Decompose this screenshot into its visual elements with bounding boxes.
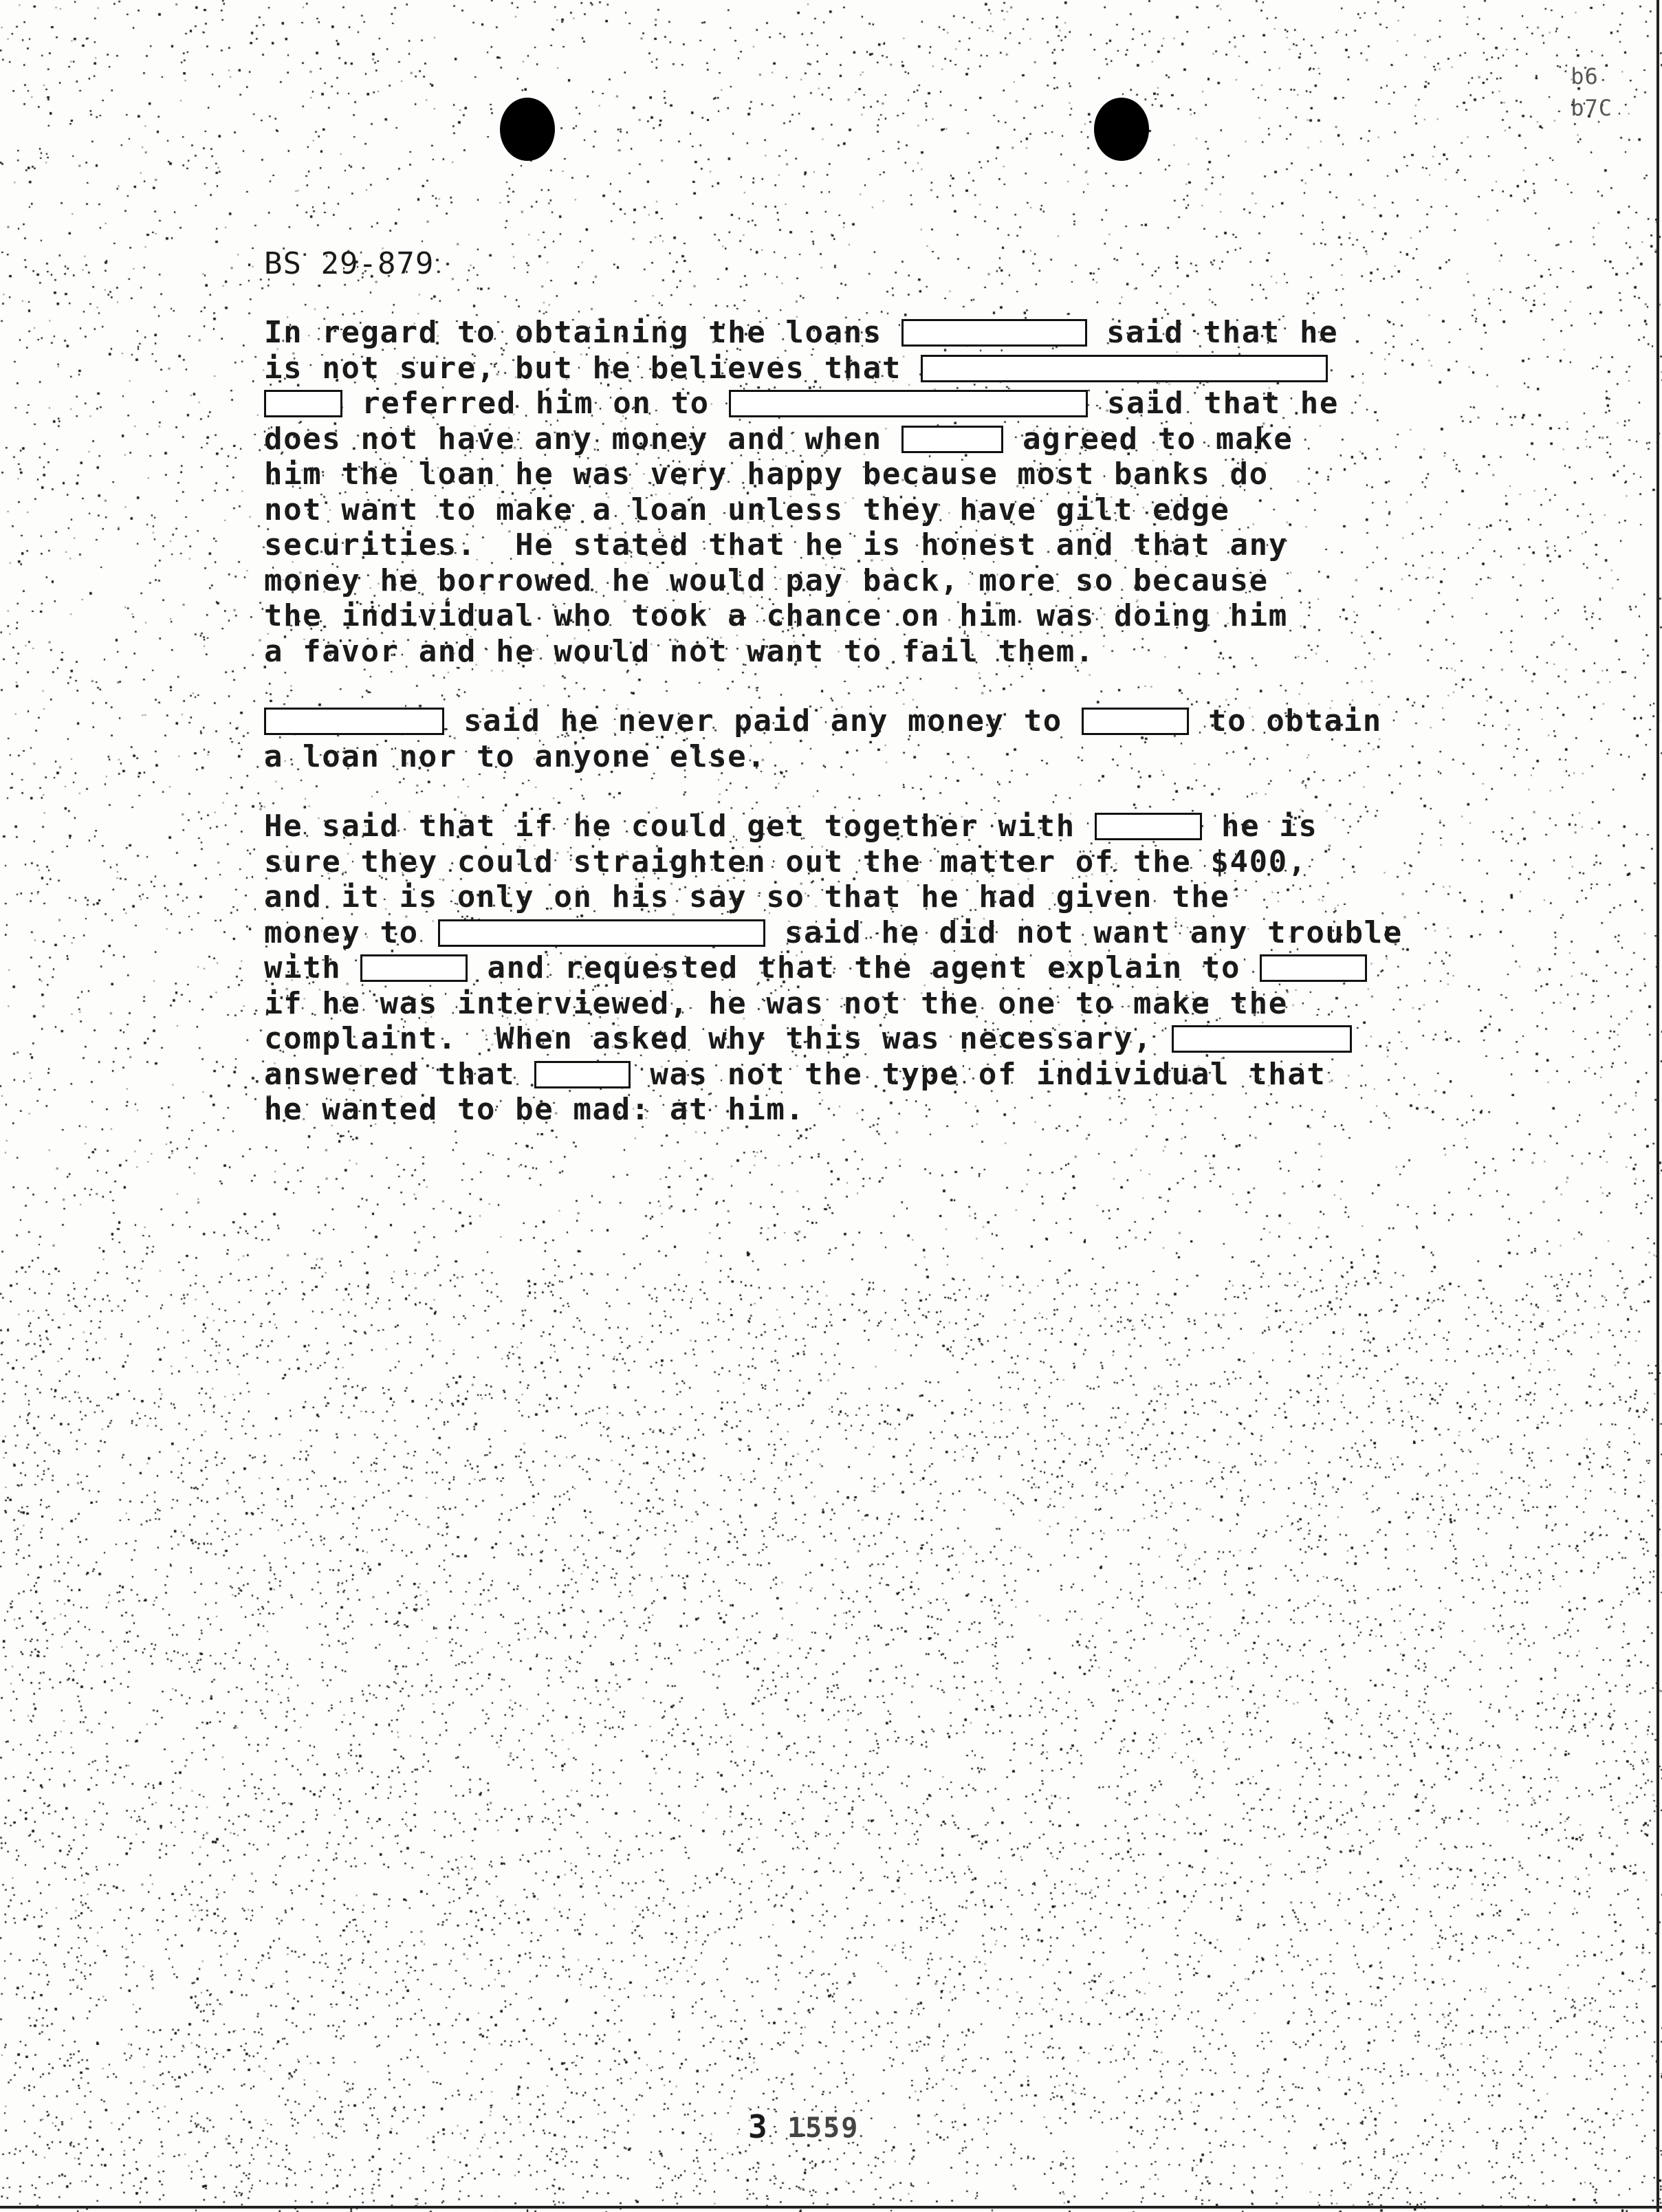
text-segment: if he was interviewed, he was not the one to make the: [264, 985, 1288, 1021]
text-segment: him the loan he was very happy because most banks do: [264, 457, 1269, 492]
text-line: [264, 915, 1447, 951]
text-segment: he is: [1201, 809, 1318, 844]
text-segment: said that he: [1086, 315, 1339, 350]
text-line: [264, 1021, 1447, 1057]
page-number: 3: [748, 2108, 767, 2145]
redaction-box: [360, 954, 468, 982]
text-line: [264, 634, 1447, 670]
text-line: [264, 457, 1447, 492]
exemption-code-b6: b6: [1571, 63, 1599, 89]
redaction-box: [264, 708, 444, 735]
text-segment: a loan nor to anyone else.: [264, 738, 767, 774]
paragraph: [264, 703, 1447, 774]
document-body: [264, 315, 1447, 1162]
text-segment: said he never paid any money to: [444, 703, 1082, 738]
text-line: [264, 739, 1447, 775]
text-segment: agreed to make: [1003, 421, 1293, 457]
text-segment: to obtain: [1188, 703, 1382, 738]
redaction-box: [901, 426, 1003, 453]
text-segment: money to: [264, 915, 438, 950]
text-line: [264, 986, 1447, 1022]
text-line: [264, 950, 1447, 986]
text-segment: is not sure, but he believes that: [264, 350, 921, 386]
redaction-box: [264, 390, 342, 417]
text-segment: not want to make a loan unless they have gilt edge: [264, 492, 1230, 527]
redaction-box: [534, 1061, 631, 1088]
text-line: [264, 492, 1447, 528]
paragraph: [264, 315, 1447, 669]
redaction-box: [438, 919, 765, 947]
text-segment: was not the type of individual that: [631, 1056, 1326, 1092]
text-segment: money he borrowed he would pay back, more so because: [264, 562, 1269, 598]
redaction-box: [901, 319, 1087, 347]
punch-hole-left: [500, 98, 555, 161]
text-line: [264, 598, 1447, 634]
text-line: [264, 315, 1447, 351]
text-segment: and requested that the agent explain to: [468, 950, 1260, 985]
text-segment: referred him on to: [342, 386, 729, 421]
text-segment: In regard to obtaining the loans: [264, 315, 901, 350]
redaction-box: [1095, 813, 1202, 840]
text-line: [264, 703, 1447, 739]
text-line: [264, 879, 1447, 915]
text-segment: he wanted to be mad: at him.: [264, 1092, 805, 1127]
redaction-box: [729, 390, 1088, 417]
text-segment: with: [264, 950, 361, 985]
redaction-box: [1082, 708, 1189, 735]
text-segment: complaint. When asked why this was necessary,: [264, 1021, 1172, 1056]
text-segment: securities. He stated that he is honest and that any: [264, 527, 1288, 562]
text-line: [264, 563, 1447, 599]
text-line: [264, 1057, 1447, 1093]
page-bottom-edge: [0, 2206, 1662, 2209]
page-right-edge: [1656, 0, 1659, 2212]
text-segment: answered that: [264, 1056, 535, 1092]
text-line: [264, 421, 1447, 457]
text-line: [264, 809, 1447, 844]
text-segment: sure they could straighten out the matter of the $400,: [264, 844, 1307, 879]
text-segment: does not have any money and when: [264, 421, 901, 457]
redaction-box: [1260, 954, 1367, 982]
text-segment: said that he: [1087, 386, 1339, 421]
text-line: [264, 386, 1447, 421]
file-number: BS 29-879: [264, 246, 435, 281]
text-segment: and it is only on his say so that he had given the: [264, 879, 1230, 915]
text-line: [264, 1092, 1447, 1128]
page-number-scrawl: 1559: [787, 2112, 860, 2144]
text-segment: said he did not want any trouble: [765, 915, 1403, 950]
text-line: [264, 527, 1447, 563]
exemption-code-b7c: b7C: [1571, 95, 1612, 121]
paragraph: [264, 809, 1447, 1128]
exemption-codes: [1571, 61, 1612, 124]
redaction-box: [921, 355, 1328, 382]
text-line: [264, 844, 1447, 880]
text-line: [264, 351, 1447, 386]
text-segment: He said that if he could get together with: [264, 809, 1095, 844]
text-segment: the individual who took a chance on him was doing him: [264, 598, 1288, 633]
punch-hole-right: [1094, 98, 1149, 161]
text-segment: a favor and he would not want to fail them.: [264, 633, 1095, 669]
redaction-box: [1172, 1025, 1352, 1053]
